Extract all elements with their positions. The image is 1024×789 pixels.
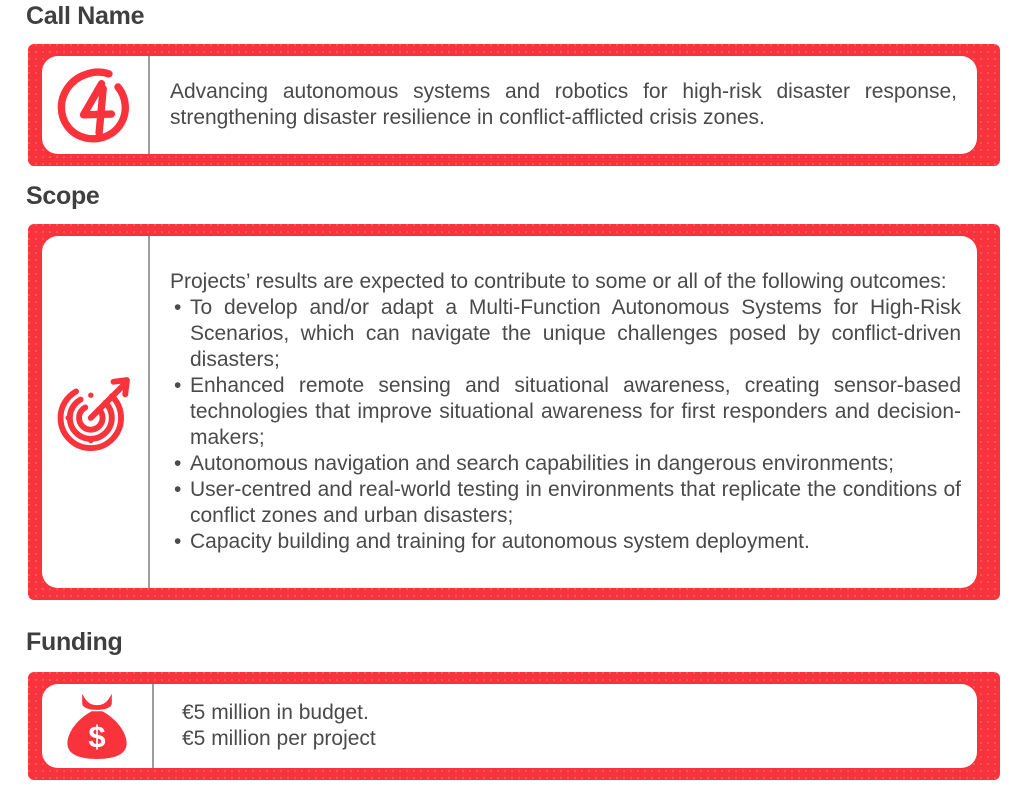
svg-text:$: $: [88, 718, 106, 754]
card-divider: [148, 56, 150, 154]
call-name-description: Advancing autonomous systems and robotics for high-risk disaster response, strengthening disaster resilience in conflict-afflicted crisis zones.: [170, 80, 957, 129]
funding-budget-total: €5 million in budget.: [182, 701, 369, 724]
section-heading-scope: Scope: [26, 182, 100, 210]
list-item: • To develop and/or adapt a Multi-Function Autonomous Systems for High-Risk Scenarios, which can navigate the unique challenges posed by conflict-driven disasters;: [170, 295, 961, 373]
list-item: • Autonomous navigation and search capabilities in dangerous environments;: [170, 451, 961, 477]
circled-number-four-icon: [54, 64, 136, 146]
icon-cell-funding: [42, 684, 152, 768]
section-heading-call-name: Call Name: [26, 2, 145, 30]
card-inner-funding: [42, 684, 977, 768]
scope-intro: Projects’ results are expected to contribute to some or all of the following outcomes:: [170, 270, 947, 293]
icon-cell-call-name: [42, 56, 148, 154]
text-cell-call-name: [150, 56, 977, 154]
card-divider: [148, 236, 150, 588]
card-divider: [152, 684, 154, 768]
text-cell-funding: [154, 684, 977, 768]
target-with-arrow-icon: [53, 370, 137, 454]
list-item: • User-centred and real-world testing in environments that replicate the conditions of conflict zones and urban disasters;: [170, 477, 961, 529]
money-bag-icon: [63, 691, 131, 761]
card-funding: [28, 672, 1000, 780]
card-inner-scope: [42, 236, 977, 588]
card-call-name: [28, 44, 1000, 166]
funding-budget-per-project: €5 million per project: [182, 727, 376, 750]
icon-cell-scope: [42, 236, 148, 588]
list-item: • Capacity building and training for autonomous system deployment.: [170, 529, 961, 555]
scope-outcome-list: [170, 295, 961, 555]
text-cell-scope: [150, 236, 977, 588]
card-inner-call-name: [42, 56, 977, 154]
list-item: • Enhanced remote sensing and situational awareness, creating sensor-based technologies that improve situational awareness for first responders and decision-makers;: [170, 373, 961, 451]
card-scope: [28, 224, 1000, 600]
section-heading-funding: Funding: [26, 628, 123, 656]
